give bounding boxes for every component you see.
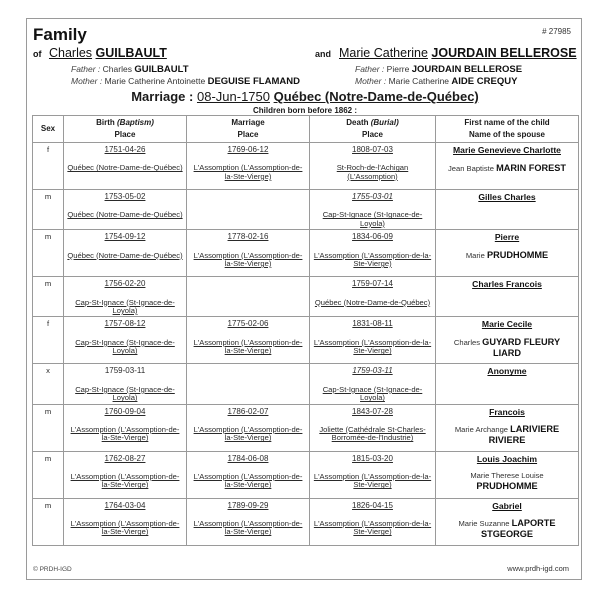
- child-name[interactable]: Charles Francois: [472, 279, 542, 290]
- marriage-line: [27, 89, 583, 104]
- child-sex: m: [33, 498, 64, 545]
- birth-cell: [64, 190, 187, 230]
- death-place[interactable]: Cap-St-Ignace (St-Ignace-de-Loyola): [322, 384, 423, 403]
- death-cell: [310, 498, 436, 545]
- birth-date[interactable]: 1757-08-12: [104, 319, 146, 329]
- marriage-place[interactable]: L'Assomption (L'Assomption-de-la-Ste-Vierge): [193, 519, 303, 537]
- birth-place[interactable]: Québec (Notre-Dame-de-Québec): [67, 163, 183, 173]
- death-place[interactable]: L'Assomption (L'Assomption-de-la-Ste-Vierge): [313, 472, 432, 490]
- table-row: [33, 451, 579, 498]
- marriage-place[interactable]: Québec (Notre-Dame-de-Québec): [273, 89, 479, 104]
- marriage-date[interactable]: 08-Jun-1750: [196, 89, 270, 104]
- birth-date[interactable]: 1753-05-02: [104, 192, 146, 201]
- col-birth: Birth (Baptism) Place: [64, 116, 187, 143]
- wife-father: Father : Pierre JOURDAIN BELLEROSE: [355, 64, 523, 75]
- marriage-cell: [187, 190, 310, 230]
- child-cell: [436, 317, 579, 364]
- col-sex: Sex: [33, 116, 64, 143]
- wife-parents: [355, 64, 522, 87]
- birth-place[interactable]: L'Assomption (L'Assomption-de-la-Ste-Vierge): [70, 519, 180, 537]
- child-cell: [436, 404, 579, 451]
- death-place[interactable]: Québec (Notre-Dame-de-Québec): [314, 297, 431, 307]
- death-date[interactable]: 1843-07-28: [352, 406, 393, 416]
- marriage-date[interactable]: 1775-02-06: [227, 319, 269, 329]
- birth-cell: [64, 277, 187, 317]
- marriage-date[interactable]: 1789-09-29: [227, 500, 269, 510]
- birth-place[interactable]: Cap-St-Ignace (St-Ignace-de-Loyola): [75, 384, 175, 403]
- child-sex: m: [33, 451, 64, 498]
- children-table: [32, 115, 579, 546]
- birth-cell: [64, 317, 187, 364]
- death-place[interactable]: L'Assomption (L'Assomption-de-la-Ste-Vierge): [313, 250, 432, 269]
- birth-date[interactable]: 1762-08-27: [104, 453, 146, 463]
- husband-last-name[interactable]: GUILBAULT: [95, 46, 167, 60]
- child-cell: [436, 143, 579, 190]
- birth-date[interactable]: 1756-02-20: [104, 279, 146, 289]
- death-date[interactable]: 1815-03-20: [352, 453, 393, 463]
- record-number: # 27985: [542, 27, 571, 36]
- table-row: [33, 364, 579, 404]
- birth-cell: [64, 364, 187, 404]
- death-cell: [310, 364, 436, 404]
- marriage-date[interactable]: 1786-02-07: [227, 406, 269, 416]
- col-death: Death (Burial) Place: [310, 116, 436, 143]
- child-name[interactable]: Anonyme: [487, 366, 527, 377]
- birth-date[interactable]: 1751-04-26: [104, 145, 146, 154]
- table-row: [33, 230, 579, 277]
- death-date[interactable]: 1759-07-14: [352, 279, 393, 289]
- table-row: [33, 404, 579, 451]
- death-date[interactable]: 1831-08-11: [352, 319, 393, 329]
- table-header-row: [33, 116, 579, 143]
- birth-place[interactable]: Québec (Notre-Dame-de-Québec): [67, 210, 183, 220]
- child-name[interactable]: Gabriel: [492, 500, 522, 511]
- marriage-cell: [187, 404, 310, 451]
- marriage-cell: [187, 498, 310, 545]
- marriage-cell: [187, 317, 310, 364]
- child-name[interactable]: Francois: [489, 406, 525, 417]
- death-cell: [310, 190, 436, 230]
- family-record-page: [26, 18, 582, 580]
- child-cell: [436, 190, 579, 230]
- table-row: [33, 498, 579, 545]
- death-date[interactable]: 1826-04-15: [352, 500, 393, 510]
- birth-date[interactable]: 1760-09-04: [104, 406, 146, 416]
- birth-date[interactable]: 1764-03-04: [104, 500, 146, 510]
- spouse-name: Marie Archange LARIVIERE RIVIERE: [454, 424, 560, 446]
- marriage-cell: [187, 451, 310, 498]
- death-place[interactable]: L'Assomption (L'Assomption-de-la-Ste-Vierge): [313, 519, 432, 537]
- spouse-name: Charles GUYARD FLEURY LIARD: [453, 337, 561, 359]
- marriage-place[interactable]: L'Assomption (L'Assomption-de-la-Ste-Vierge): [193, 472, 303, 490]
- death-place[interactable]: St-Roch-de-l'Achigan (L'Assomption): [336, 163, 409, 181]
- child-sex: m: [33, 277, 64, 317]
- death-date[interactable]: 1755-03-01: [352, 192, 393, 201]
- child-name[interactable]: Louis Joachim: [476, 453, 538, 464]
- birth-place[interactable]: L'Assomption (L'Assomption-de-la-Ste-Vierge): [70, 472, 180, 490]
- birth-place[interactable]: Cap-St-Ignace (St-Ignace-de-Loyola): [75, 297, 175, 316]
- child-cell: [436, 230, 579, 277]
- marriage-cell: [187, 364, 310, 404]
- child-cell: [436, 277, 579, 317]
- child-name[interactable]: Pierre: [494, 232, 520, 243]
- husband-mother: Mother : Marie Catherine Antoinette DEGUISE FLAMAND: [71, 75, 300, 87]
- and-label: and: [315, 49, 332, 59]
- marriage-place[interactable]: L'Assomption (L'Assomption-de-la-Ste-Vierge): [193, 250, 303, 269]
- marriage-label: Marriage :: [131, 89, 194, 104]
- death-cell: [310, 317, 436, 364]
- birth-cell: [64, 230, 187, 277]
- child-sex: f: [33, 143, 64, 190]
- spouse-name: Marie PRUDHOMME: [465, 249, 549, 260]
- marriage-cell: [187, 277, 310, 317]
- col-marriage: Marriage Place: [187, 116, 310, 143]
- birth-cell: [64, 451, 187, 498]
- birth-cell: [64, 404, 187, 451]
- death-date[interactable]: 1808-07-03: [352, 145, 393, 154]
- copyright: © PRDH-IGD: [33, 566, 72, 573]
- birth-place[interactable]: Québec (Notre-Dame-de-Québec): [67, 250, 183, 260]
- child-cell: [436, 451, 579, 498]
- marriage-place[interactable]: L'Assomption (L'Assomption-de-la-Ste-Vierge): [193, 163, 303, 181]
- death-cell: [310, 230, 436, 277]
- wife-line: [339, 46, 577, 60]
- death-cell: [310, 404, 436, 451]
- child-name[interactable]: Gilles Charles: [478, 192, 536, 202]
- spouse-name: Jean Baptiste MARIN FOREST: [447, 162, 567, 173]
- table-row: [33, 277, 579, 317]
- spouse-name: Marie Therese Louise PRUDHOMME: [470, 471, 544, 492]
- death-date[interactable]: 1834-06-09: [352, 232, 393, 242]
- husband-parents: [71, 64, 300, 87]
- child-sex: m: [33, 190, 64, 230]
- husband-first-name[interactable]: Charles: [48, 46, 93, 60]
- marriage-cell: [187, 230, 310, 277]
- child-name[interactable]: Marie Cecile: [481, 319, 533, 330]
- death-cell: [310, 143, 436, 190]
- marriage-place[interactable]: L'Assomption (L'Assomption-de-la-Ste-Vierge): [193, 425, 303, 443]
- marriage-date[interactable]: 1784-06-08: [227, 453, 269, 463]
- husband-line: [33, 46, 167, 60]
- child-sex: m: [33, 404, 64, 451]
- table-row: [33, 190, 579, 230]
- wife-mother: Mother : Marie Catherine AIDE CREQUY: [355, 75, 518, 87]
- marriage-cell: [187, 143, 310, 190]
- marriage-date[interactable]: 1778-02-16: [227, 232, 269, 242]
- wife-first-name[interactable]: Marie Catherine: [339, 46, 428, 60]
- page-title: Family: [33, 25, 87, 44]
- of-label: of: [33, 49, 42, 59]
- site-link[interactable]: www.prdh-igd.com: [507, 564, 569, 573]
- table-row: [33, 143, 579, 190]
- birth-cell: [64, 143, 187, 190]
- child-cell: [436, 498, 579, 545]
- wife-last-name[interactable]: JOURDAIN BELLEROSE: [431, 46, 577, 60]
- child-sex: x: [33, 364, 64, 404]
- birth-date[interactable]: 1754-09-12: [104, 232, 146, 242]
- child-sex: m: [33, 230, 64, 277]
- death-place[interactable]: Cap-St-Ignace (St-Ignace-de-Loyola): [322, 210, 423, 228]
- death-date[interactable]: 1759-03-11: [352, 366, 393, 376]
- marriage-date[interactable]: 1769-06-12: [227, 145, 269, 154]
- death-place[interactable]: L'Assomption (L'Assomption-de-la-Ste-Vierge): [313, 337, 432, 356]
- child-cell: [436, 364, 579, 404]
- spouse-name: Marie Suzanne LAPORTE STGEORGE: [458, 518, 556, 540]
- death-place[interactable]: Joliette (Cathédrale St-Charles-Borromée-de-l'Industrie): [319, 425, 426, 443]
- death-cell: [310, 451, 436, 498]
- children-note: Children born before 1862 :: [252, 106, 358, 115]
- child-sex: f: [33, 317, 64, 364]
- death-cell: [310, 277, 436, 317]
- birth-place[interactable]: L'Assomption (L'Assomption-de-la-Ste-Vierge): [70, 425, 180, 443]
- table-row: [33, 317, 579, 364]
- husband-father: Father : Charles GUILBAULT: [71, 64, 189, 75]
- birth-place[interactable]: Cap-St-Ignace (St-Ignace-de-Loyola): [75, 337, 175, 356]
- child-name[interactable]: Marie Genevieve Charlotte: [453, 145, 561, 155]
- birth-date[interactable]: 1759-03-11: [104, 366, 146, 376]
- birth-cell: [64, 498, 187, 545]
- marriage-place[interactable]: L'Assomption (L'Assomption-de-la-Ste-Vierge): [193, 337, 303, 356]
- col-child: First name of the child Name of the spouse: [436, 116, 579, 143]
